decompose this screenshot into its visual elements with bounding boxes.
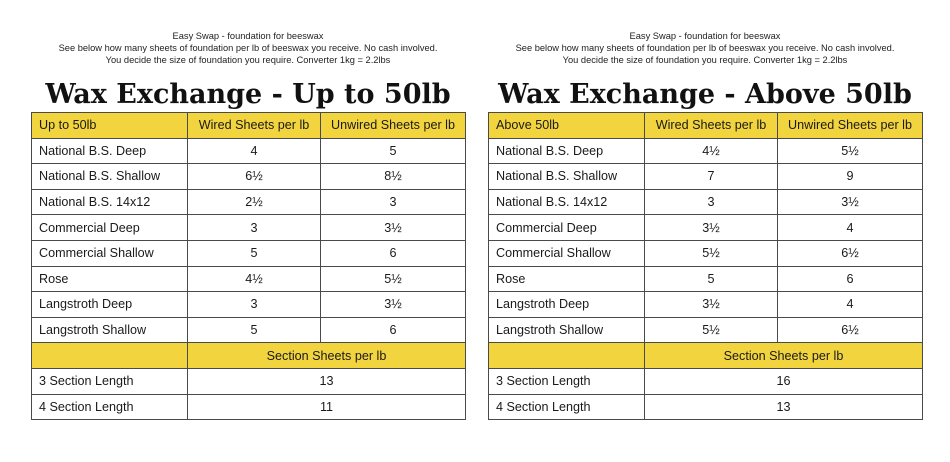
intro-line: You decide the size of foundation you require. Converter 1kg = 2.2lbs <box>105 55 391 66</box>
section-length-cell: 3 Section Length <box>32 368 188 394</box>
frame-size-cell: National B.S. Deep <box>489 138 645 164</box>
wired-sheets-cell: 3 <box>188 215 321 241</box>
intro-line: Easy Swap - foundation for beeswax <box>629 31 781 41</box>
intro-line: See below how many sheets of foundation per lb of beeswax you receive. No cash involved. <box>515 43 895 54</box>
wired-sheets-cell: 2½ <box>188 189 321 215</box>
table-row <box>32 292 466 318</box>
section-header-row <box>32 343 466 369</box>
frame-size-cell: Commercial Deep <box>32 215 188 241</box>
unwired-sheets-cell: 3½ <box>321 292 466 318</box>
wired-sheets-cell: 3 <box>188 292 321 318</box>
wired-sheets-cell: 7 <box>645 164 778 190</box>
frame-size-cell: Commercial Shallow <box>32 240 188 266</box>
section-row <box>32 368 466 394</box>
unwired-sheets-cell: 3½ <box>321 215 466 241</box>
unwired-sheets-cell: 4 <box>778 292 923 318</box>
table-row <box>489 317 923 343</box>
column-header: Wired Sheets per lb <box>645 113 778 139</box>
table-header-row <box>32 113 466 139</box>
section-length-cell: 3 Section Length <box>489 368 645 394</box>
frame-size-cell: Rose <box>32 266 188 292</box>
table-row <box>32 317 466 343</box>
intro-line: Easy Swap - foundation for beeswax <box>172 31 324 41</box>
unwired-sheets-cell: 4 <box>778 215 923 241</box>
table-row <box>489 138 923 164</box>
wired-sheets-cell: 4½ <box>188 266 321 292</box>
column-header: Unwired Sheets per lb <box>321 113 466 139</box>
table-row <box>489 266 923 292</box>
table-row <box>489 292 923 318</box>
wax-exchange-panel-up-to-50lb <box>31 0 465 414</box>
table-row <box>489 240 923 266</box>
unwired-sheets-cell: 5½ <box>321 266 466 292</box>
unwired-sheets-cell: 6 <box>321 317 466 343</box>
table-row <box>32 266 466 292</box>
section-header: Section Sheets per lb <box>645 343 923 369</box>
table-row <box>32 215 466 241</box>
unwired-sheets-cell: 5½ <box>778 138 923 164</box>
wax-exchange-panel-above-50lb <box>488 0 922 414</box>
table-row <box>489 189 923 215</box>
wired-sheets-cell: 4 <box>188 138 321 164</box>
column-header: Unwired Sheets per lb <box>778 113 923 139</box>
section-sheets-cell: 11 <box>188 394 466 420</box>
unwired-sheets-cell: 8½ <box>321 164 466 190</box>
unwired-sheets-cell: 6½ <box>778 317 923 343</box>
column-header: Above 50lb <box>489 113 645 139</box>
section-header-row <box>489 343 923 369</box>
wired-sheets-cell: 6½ <box>188 164 321 190</box>
section-row <box>489 368 923 394</box>
unwired-sheets-cell: 3 <box>321 189 466 215</box>
table-row <box>32 189 466 215</box>
sheets-table <box>31 112 466 420</box>
intro-line: You decide the size of foundation you require. Converter 1kg = 2.2lbs <box>562 55 848 66</box>
wired-sheets-cell: 5½ <box>645 317 778 343</box>
panel-title: Wax Exchange - Up to 50lb <box>45 78 451 110</box>
frame-size-cell: National B.S. 14x12 <box>489 189 645 215</box>
intro-text <box>488 30 922 67</box>
column-header: Wired Sheets per lb <box>188 113 321 139</box>
frame-size-cell: Langstroth Shallow <box>489 317 645 343</box>
section-sheets-cell: 13 <box>188 368 466 394</box>
table-row <box>489 215 923 241</box>
section-header-blank <box>489 343 645 369</box>
wired-sheets-cell: 4½ <box>645 138 778 164</box>
unwired-sheets-cell: 6 <box>321 240 466 266</box>
section-sheets-cell: 16 <box>645 368 923 394</box>
wired-sheets-cell: 3½ <box>645 215 778 241</box>
column-header: Up to 50lb <box>32 113 188 139</box>
frame-size-cell: National B.S. 14x12 <box>32 189 188 215</box>
table-row <box>32 240 466 266</box>
panel-title: Wax Exchange - Above 50lb <box>498 78 912 110</box>
wired-sheets-cell: 3½ <box>645 292 778 318</box>
table-header-row <box>489 113 923 139</box>
intro-line: See below how many sheets of foundation per lb of beeswax you receive. No cash involved. <box>58 43 438 54</box>
table-row <box>32 164 466 190</box>
frame-size-cell: National B.S. Deep <box>32 138 188 164</box>
table-row <box>32 138 466 164</box>
intro-text <box>31 30 465 67</box>
sheets-table <box>488 112 923 420</box>
unwired-sheets-cell: 6 <box>778 266 923 292</box>
wired-sheets-cell: 5 <box>188 240 321 266</box>
frame-size-cell: Rose <box>489 266 645 292</box>
section-header: Section Sheets per lb <box>188 343 466 369</box>
wired-sheets-cell: 3 <box>645 189 778 215</box>
frame-size-cell: Langstroth Deep <box>32 292 188 318</box>
section-header-blank <box>32 343 188 369</box>
unwired-sheets-cell: 3½ <box>778 189 923 215</box>
frame-size-cell: Commercial Shallow <box>489 240 645 266</box>
frame-size-cell: National B.S. Shallow <box>489 164 645 190</box>
frame-size-cell: Langstroth Shallow <box>32 317 188 343</box>
unwired-sheets-cell: 6½ <box>778 240 923 266</box>
section-length-cell: 4 Section Length <box>32 394 188 420</box>
frame-size-cell: Langstroth Deep <box>489 292 645 318</box>
section-length-cell: 4 Section Length <box>489 394 645 420</box>
section-row <box>489 394 923 420</box>
section-row <box>32 394 466 420</box>
frame-size-cell: National B.S. Shallow <box>32 164 188 190</box>
wired-sheets-cell: 5½ <box>645 240 778 266</box>
table-row <box>489 164 923 190</box>
unwired-sheets-cell: 5 <box>321 138 466 164</box>
frame-size-cell: Commercial Deep <box>489 215 645 241</box>
section-sheets-cell: 13 <box>645 394 923 420</box>
unwired-sheets-cell: 9 <box>778 164 923 190</box>
wired-sheets-cell: 5 <box>645 266 778 292</box>
wired-sheets-cell: 5 <box>188 317 321 343</box>
